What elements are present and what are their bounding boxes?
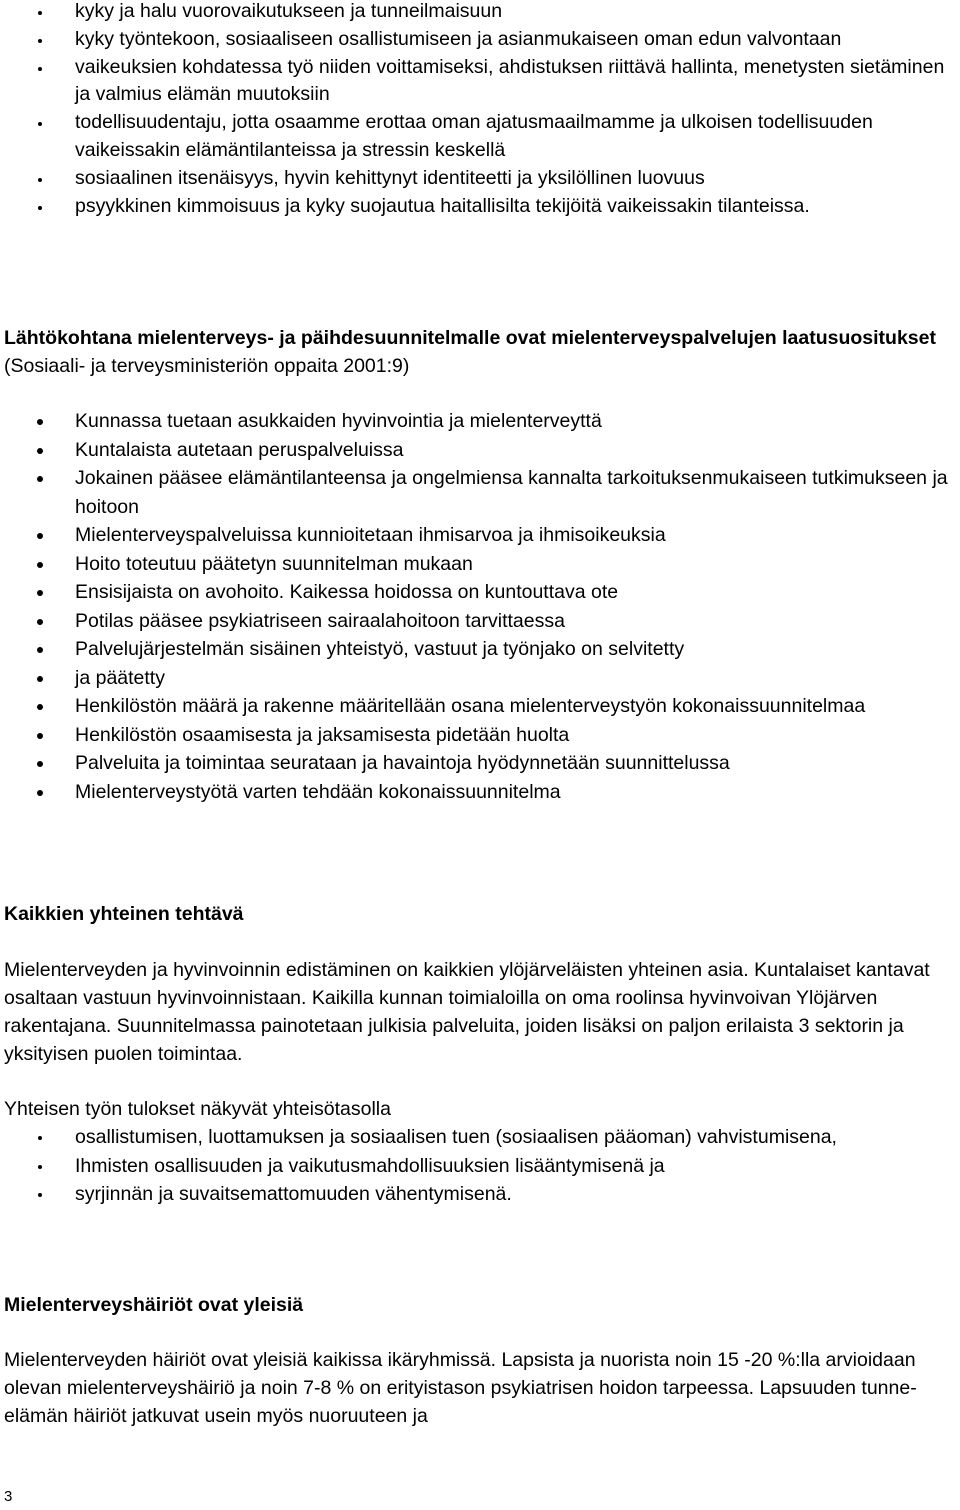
list-item: todellisuudentaju, jotta osaamme erottaa oman ajatusmaailmamme ja ulkoisen todellisuuden vaikeissakin elämäntilanteissa ja stressin keskellä [0, 109, 960, 165]
list-item: Ensisijaista on avohoito. Kaikessa hoidossa on kuntouttava ote [0, 578, 960, 607]
wellbeing-criteria-list [0, 0, 960, 220]
list-item: Mielenterveystyötä varten tehdään kokonaissuunnitelma [0, 778, 960, 807]
list-item: sosiaalinen itsenäisyys, hyvin kehittynyt identiteetti ja yksilöllinen luovuus [0, 165, 960, 193]
results-list [0, 1123, 960, 1209]
bullet-icon [37, 704, 43, 710]
list-item: Henkilöstön määrä ja rakenne määritellään osana mielenterveystyön kokonaissuunnitelmaa [0, 692, 960, 721]
list-item: psyykkinen kimmoisuus ja kyky suojautua haitallisilta tekijöitä vaikeissakin tilanteissa. [0, 193, 960, 221]
list-item: Kuntalaista autetaan peruspalveluissa [0, 436, 960, 465]
list-item: Mielenterveyspalveluissa kunnioitetaan ihmisarvoa ja ihmisoikeuksia [0, 521, 960, 550]
bullet-icon [38, 206, 42, 210]
list-item: syrjinnän ja suvaitsemattomuuden vähentymisenä. [0, 1180, 960, 1209]
list-item: Hoito toteutuu päätetyn suunnitelman mukaan [0, 550, 960, 579]
list-item: Jokainen pääsee elämäntilanteensa ja ongelmiensa kannalta tarkoituksenmukaiseen tutkimukseen ja hoitoon [0, 464, 960, 521]
bullet-icon [37, 790, 43, 796]
list-item: ja päätetty [0, 664, 960, 693]
list-item: Palveluita ja toimintaa seurataan ja havaintoja hyödynnetään suunnittelussa [0, 749, 960, 778]
page-number: 3 [4, 1488, 13, 1505]
bullet-icon [37, 676, 43, 682]
list-item: Palvelujärjestelmän sisäinen yhteistyö, vastuut ja työnjako on selvitetty [0, 635, 960, 664]
bullet-icon [38, 1165, 42, 1169]
section-heading-shared-task: Kaikkien yhteinen tehtävä [4, 903, 244, 925]
mental-disorders-paragraph: Mielenterveyden häiriöt ovat yleisiä kaikissa ikäryhmissä. Lapsista ja nuorista noin 15 -20 %:lla arvioidaan olevan mielenterveyshäiriö ja noin 7-8 % on erityistason psykiatrisen hoidon tarpeessa. Lapsuuden tunne-elämän häiriöt jatkuvat usein myös nuoruuteen ja [4, 1349, 917, 1427]
bullet-icon [38, 122, 42, 126]
section-heading-mental-disorders: Mielenterveyshäiriöt ovat yleisiä [4, 1294, 304, 1316]
quality-recommendations-list [0, 407, 960, 806]
bullet-icon [38, 1136, 42, 1140]
list-item: Henkilöstön osaamisesta ja jaksamisesta pidetään huolta [0, 721, 960, 750]
bullet-icon [37, 533, 43, 539]
bullet-icon [38, 1193, 42, 1197]
list-item: kyky työntekoon, sosiaaliseen osallistumiseen ja asianmukaiseen oman edun valvontaan [0, 26, 960, 54]
bullet-icon [37, 619, 43, 625]
list-item: Ihmisten osallisuuden ja vaikutusmahdollisuuksien lisääntymisenä ja [0, 1152, 960, 1181]
bullet-icon [38, 11, 42, 15]
list-item: osallistumisen, luottamuksen ja sosiaalisen tuen (sosiaalisen pääoman) vahvistumisena, [0, 1123, 960, 1152]
bullet-icon [37, 419, 43, 425]
bullet-icon [37, 590, 43, 596]
results-intro: Yhteisen työn tulokset näkyvät yhteisötasolla [4, 1098, 391, 1120]
list-item: vaikeuksien kohdatessa työ niiden voittamiseksi, ahdistuksen riittävä hallinta, menetysten sietäminen ja valmius elämän muutoksiin [0, 54, 960, 110]
intro-paragraph: Lähtökohtana mielenterveys- ja päihdesuunnitelmalle ovat mielenterveyspalvelujen laatusuositukset (Sosiaali- ja terveysministeriön oppaita 2001:9) [4, 327, 936, 377]
list-item: kyky ja halu vuorovaikutukseen ja tunneilmaisuun [0, 0, 960, 26]
bullet-icon [37, 562, 43, 568]
bullet-icon [37, 733, 43, 739]
bullet-icon [38, 178, 42, 182]
bullet-icon [37, 647, 43, 653]
bullet-icon [37, 476, 43, 482]
bullet-icon [37, 448, 43, 454]
shared-task-paragraph: Mielenterveyden ja hyvinvoinnin edistäminen on kaikkien ylöjärveläisten yhteinen asia. Kuntalaiset kantavat osaltaan vastuun hyvinvoinnistaan. Kaikilla kunnan toimialoilla on oma roolinsa hyvinvoivan Ylöjärven rakentajana. Suunnitelmassa painotetaan julkisia palveluita, joiden lisäksi on paljon erilaista 3 sektorin ja yksityisen puolen toimintaa. [4, 959, 930, 1065]
bullet-icon [38, 39, 42, 43]
list-item: Potilas pääsee psykiatriseen sairaalahoitoon tarvittaessa [0, 607, 960, 636]
bullet-icon [38, 67, 42, 71]
bullet-icon [37, 761, 43, 767]
list-item: Kunnassa tuetaan asukkaiden hyvinvointia ja mielenterveyttä [0, 407, 960, 436]
